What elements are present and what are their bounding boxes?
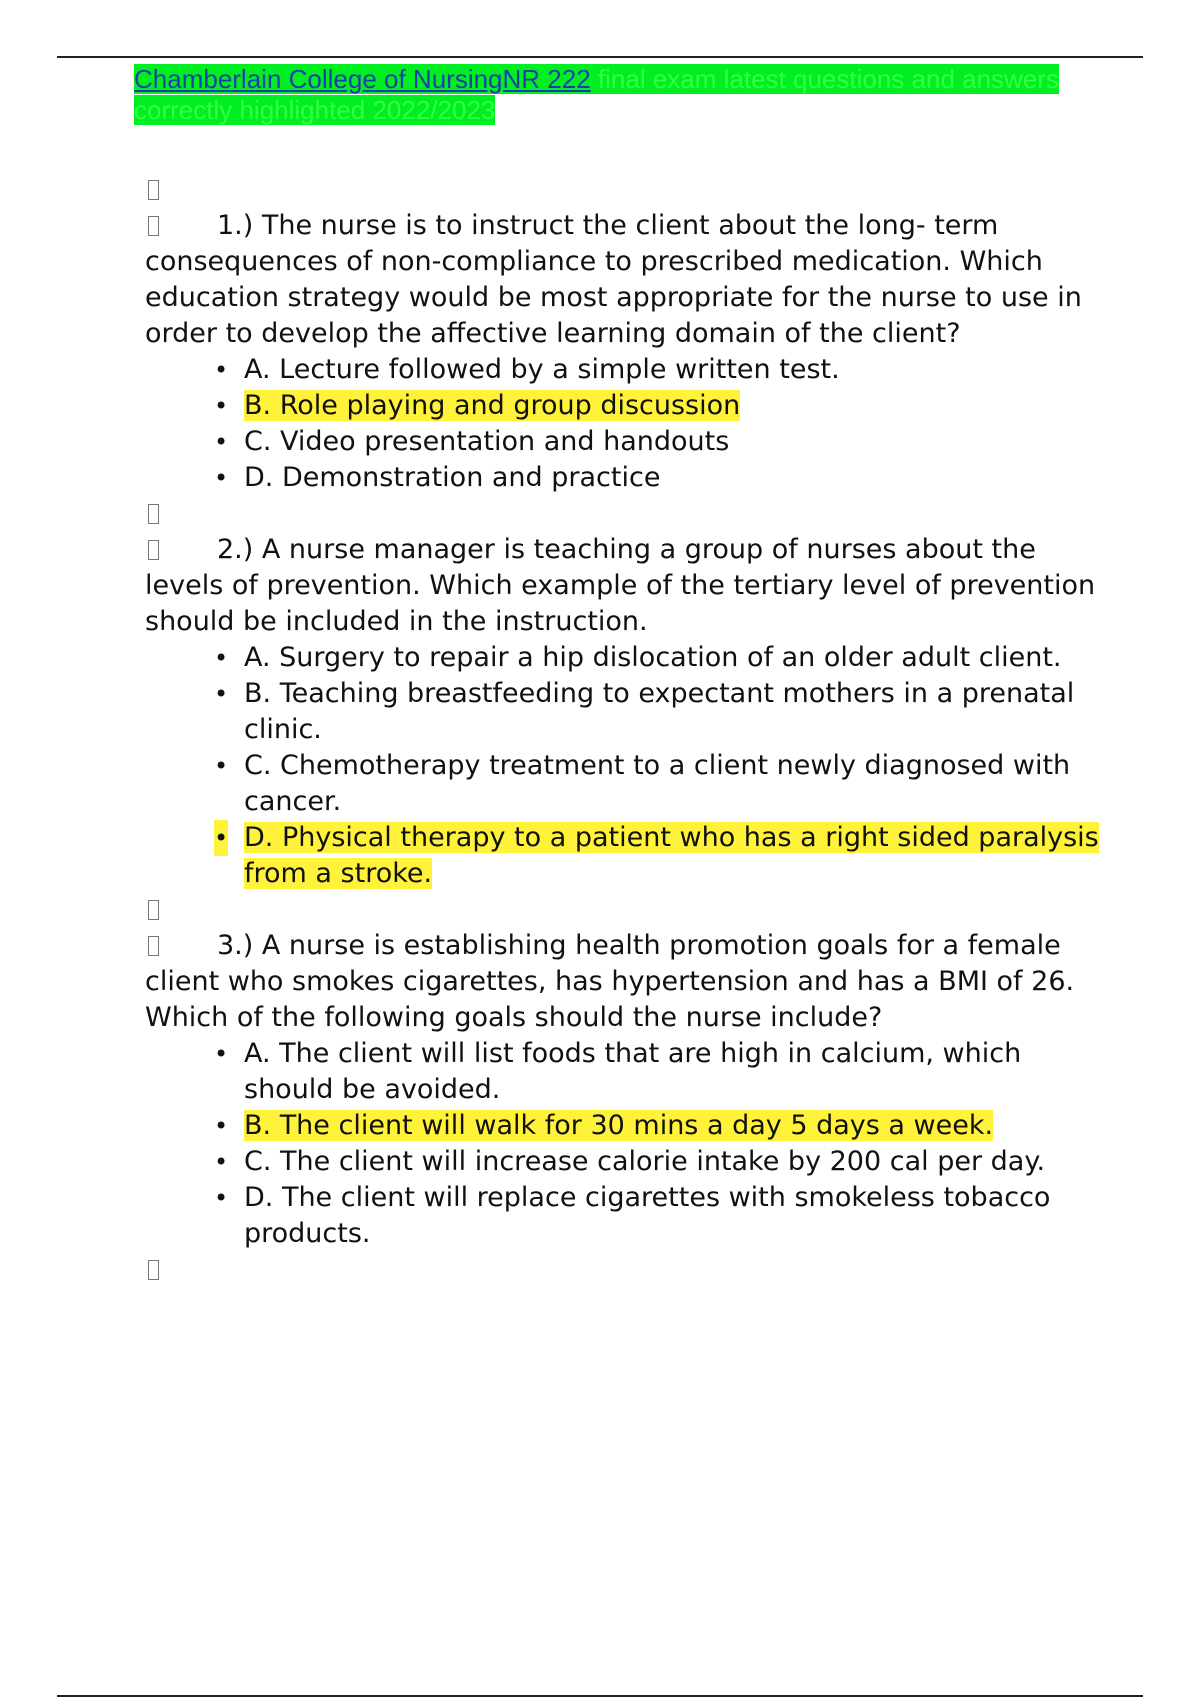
bottom-rule (57, 1695, 1143, 1697)
answer-option (214, 748, 1105, 820)
question-1 (145, 208, 1105, 352)
answer-text: D. Demonstration and practice (244, 462, 661, 493)
answer-option (214, 460, 1105, 496)
answer-option (214, 676, 1105, 748)
header-highlight (134, 64, 1059, 125)
answer-option (214, 1180, 1105, 1252)
missing-glyph-icon (148, 936, 159, 956)
answer-options (134, 352, 1105, 496)
answer-text: D. Physical therapy to a patient who has a right sided paralysis from a stroke. (244, 822, 1099, 889)
missing-glyph-icon (148, 216, 159, 236)
bullet-icon: • (214, 392, 229, 420)
missing-glyph-icon (148, 180, 159, 200)
document-header (134, 64, 1134, 126)
answer-option-correct (214, 820, 1105, 892)
blank-line (145, 1252, 1105, 1288)
bullet-icon: • (214, 356, 229, 384)
answer-option (214, 352, 1105, 388)
question-list (145, 172, 1105, 1288)
top-rule (57, 56, 1143, 58)
missing-glyph-icon (148, 504, 159, 524)
answer-option-correct (214, 388, 1105, 424)
question-text: 2.) A nurse manager is teaching a group of nurses about the levels of prevention. Which example of the tertiary level of prevention should be included in the instruction. (145, 534, 1096, 637)
bullet-icon: • (214, 820, 228, 856)
blank-line (145, 172, 1105, 208)
header-link[interactable]: Chamberlain College of NursingNR 222 (134, 64, 591, 94)
bullet-icon: • (214, 752, 229, 780)
answer-options (134, 640, 1105, 892)
bullet-icon: • (214, 1112, 229, 1140)
answer-text: C. The client will increase calorie intake by 200 cal per day. (244, 1146, 1046, 1177)
answer-option-correct (214, 1108, 1105, 1144)
missing-glyph-icon (148, 1260, 159, 1280)
answer-options (134, 1036, 1105, 1252)
header-rest: final exam latest questions and answers correctly highlighted 2022/2023 (134, 64, 1059, 125)
bullet-icon: • (214, 1148, 229, 1176)
question-2 (145, 532, 1105, 640)
blank-line (145, 892, 1105, 928)
bullet-icon: • (214, 1040, 229, 1068)
answer-option (214, 640, 1105, 676)
bullet-icon: • (214, 1184, 229, 1212)
missing-glyph-icon (148, 900, 159, 920)
bullet-icon: • (214, 464, 229, 492)
missing-glyph-icon (148, 540, 159, 560)
blank-line (145, 496, 1105, 532)
answer-option (214, 1144, 1105, 1180)
question-text: 1.) The nurse is to instruct the client about the long- term consequences of non-compliance to prescribed medication. Which education strategy would be most appropriate for the nurse to use in order to develop the affective learning domain of the client? (145, 210, 1082, 349)
answer-text: C. Chemotherapy treatment to a client newly diagnosed with cancer. (244, 750, 1071, 817)
answer-text: D. The client will replace cigarettes with smokeless tobacco products. (244, 1182, 1051, 1249)
answer-option (214, 424, 1105, 460)
bullet-icon: • (214, 680, 229, 708)
answer-text: A. Surgery to repair a hip dislocation of an older adult client. (244, 642, 1062, 673)
answer-text: C. Video presentation and handouts (244, 426, 730, 457)
answer-option (214, 1036, 1105, 1108)
answer-text: B. The client will walk for 30 mins a day 5 days a week. (244, 1110, 994, 1141)
question-text: 3.) A nurse is establishing health promotion goals for a female client who smokes cigarettes, has hypertension and has a BMI of 26. Which of the following goals should the nurse include? (145, 930, 1075, 1033)
answer-text: A. Lecture followed by a simple written test. (244, 354, 840, 385)
answer-text: B. Teaching breastfeeding to expectant mothers in a prenatal clinic. (244, 678, 1075, 745)
bullet-icon: • (214, 644, 229, 672)
question-3 (145, 928, 1105, 1036)
answer-text: B. Role playing and group discussion (244, 390, 741, 421)
bullet-icon: • (214, 428, 229, 456)
answer-text: A. The client will list foods that are high in calcium, which should be avoided. (244, 1038, 1022, 1105)
